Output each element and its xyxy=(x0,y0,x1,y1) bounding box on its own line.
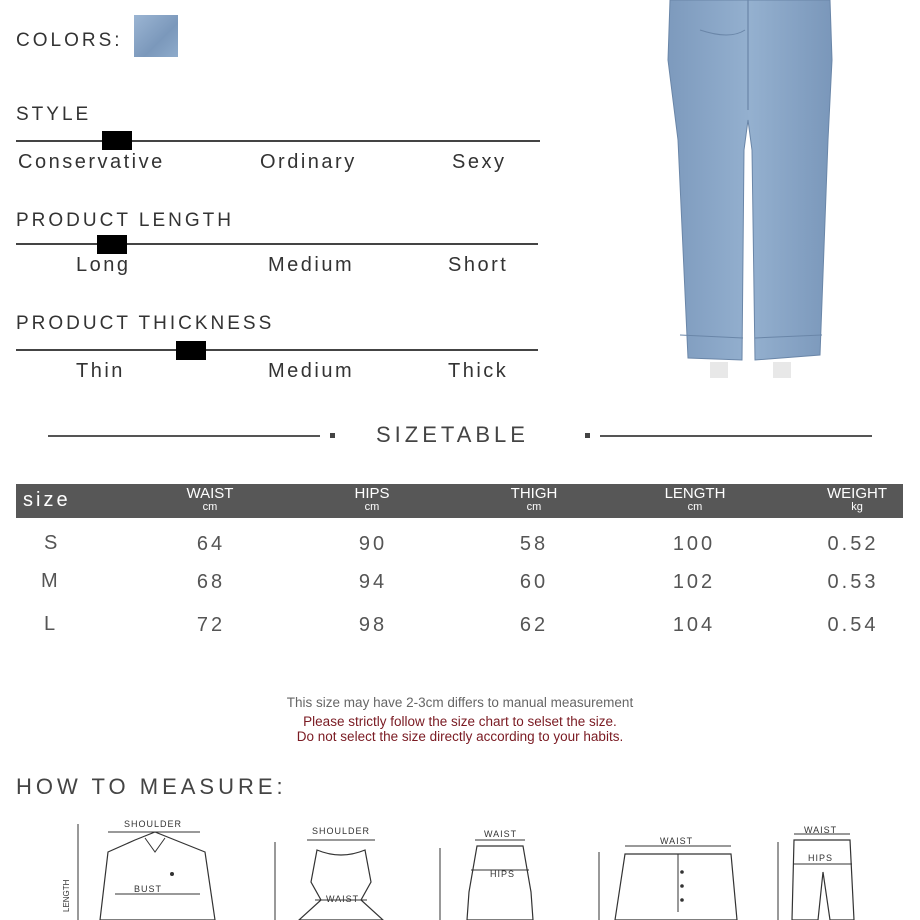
hips-label-pants: HIPS xyxy=(808,853,834,863)
thickness-label: PRODUCT THICKNESS xyxy=(16,313,275,334)
colors-label: COLORS: xyxy=(16,30,123,51)
row-l-hips: 98 xyxy=(358,614,388,636)
style-option-sexy: Sexy xyxy=(452,151,507,173)
length-option-medium: Medium xyxy=(268,254,355,276)
waist-header-name: WAIST xyxy=(186,485,234,502)
weight-header-name: WEIGHT xyxy=(827,485,887,502)
row-m-weight: 0.53 xyxy=(827,571,879,593)
waist-label-shorts: WAIST xyxy=(660,836,694,846)
row-l-length: 104 xyxy=(672,614,716,636)
thickness-marker xyxy=(176,341,206,360)
style-option-ordinary: Ordinary xyxy=(260,151,357,173)
sizetable-left-dot xyxy=(330,433,335,438)
thigh-header-unit: cm xyxy=(526,501,542,513)
waist-label-skirt: WAIST xyxy=(484,829,518,839)
length-header-name: LENGTH xyxy=(664,485,726,502)
row-m-size: M xyxy=(41,570,58,592)
hips-header-name: HIPS xyxy=(354,485,390,502)
row-s-hips: 90 xyxy=(358,533,388,555)
hips-label-skirt: HIPS xyxy=(490,869,516,879)
row-l-thigh: 62 xyxy=(519,614,549,636)
length-marker xyxy=(97,235,127,254)
row-l-weight: 0.54 xyxy=(827,614,879,636)
row-m-waist: 68 xyxy=(196,571,226,593)
hips-header-unit: cm xyxy=(364,501,380,513)
note-measurement-difference: This size may have 2-3cm differs to manual measurement xyxy=(286,695,634,710)
shoulder-label-jacket: SHOULDER xyxy=(124,819,183,829)
sizetable-left-line xyxy=(48,435,320,437)
row-m-hips: 94 xyxy=(358,571,388,593)
length-label-jacket: LENGTH xyxy=(62,879,71,912)
thickness-scale-line xyxy=(16,349,538,351)
weight-column-header xyxy=(797,486,917,514)
row-s-weight: 0.52 xyxy=(827,533,879,555)
sizetable-right-dot xyxy=(585,433,590,438)
row-m-length: 102 xyxy=(672,571,716,593)
row-l-size: L xyxy=(44,613,56,635)
sizetable-right-line xyxy=(600,435,872,437)
style-label: STYLE xyxy=(16,104,92,125)
waist-label-dress: WAIST xyxy=(326,894,360,904)
row-s-length: 100 xyxy=(672,533,716,555)
length-header-unit: cm xyxy=(687,501,703,513)
sizetable-title: SIZETABLE xyxy=(376,422,529,447)
thickness-option-medium: Medium xyxy=(268,360,355,382)
style-scale-line xyxy=(16,140,540,142)
row-s-waist: 64 xyxy=(196,533,226,555)
note-do-not-select-by-habit: Do not select the size directly according to your habits. xyxy=(296,729,624,744)
jeans-product-image xyxy=(640,0,860,390)
sizetable-header xyxy=(16,484,903,518)
size-column-header: size xyxy=(23,489,71,511)
row-l-waist: 72 xyxy=(196,614,226,636)
shoulder-label-dress: SHOULDER xyxy=(312,826,371,836)
style-option-conservative: Conservative xyxy=(18,151,165,173)
length-scale-line xyxy=(16,243,538,245)
length-label: PRODUCT LENGTH xyxy=(16,210,234,231)
weight-header-unit: kg xyxy=(851,501,863,513)
row-m-thigh: 60 xyxy=(519,571,549,593)
waist-label-pants: WAIST xyxy=(804,825,838,835)
bust-label: BUST xyxy=(134,884,163,894)
thickness-option-thin: Thin xyxy=(76,360,125,382)
row-s-thigh: 58 xyxy=(519,533,549,555)
waist-column-header xyxy=(150,486,270,514)
thickness-option-thick: Thick xyxy=(448,360,509,382)
shorts-measure-diagram xyxy=(585,812,745,920)
note-follow-size-chart: Please strictly follow the size chart to selset the size. xyxy=(303,714,617,729)
thigh-column-header xyxy=(474,486,594,514)
length-column-header xyxy=(635,486,755,514)
thigh-header-name: THIGH xyxy=(510,485,558,502)
hips-column-header xyxy=(312,486,432,514)
row-s-size: S xyxy=(44,532,58,554)
how-to-measure-title: HOW TO MEASURE: xyxy=(16,774,287,799)
waist-header-unit: cm xyxy=(202,501,218,513)
length-option-long: Long xyxy=(76,254,131,276)
style-marker xyxy=(102,131,132,150)
color-swatch-blue[interactable] xyxy=(134,15,178,57)
length-option-short: Short xyxy=(448,254,509,276)
